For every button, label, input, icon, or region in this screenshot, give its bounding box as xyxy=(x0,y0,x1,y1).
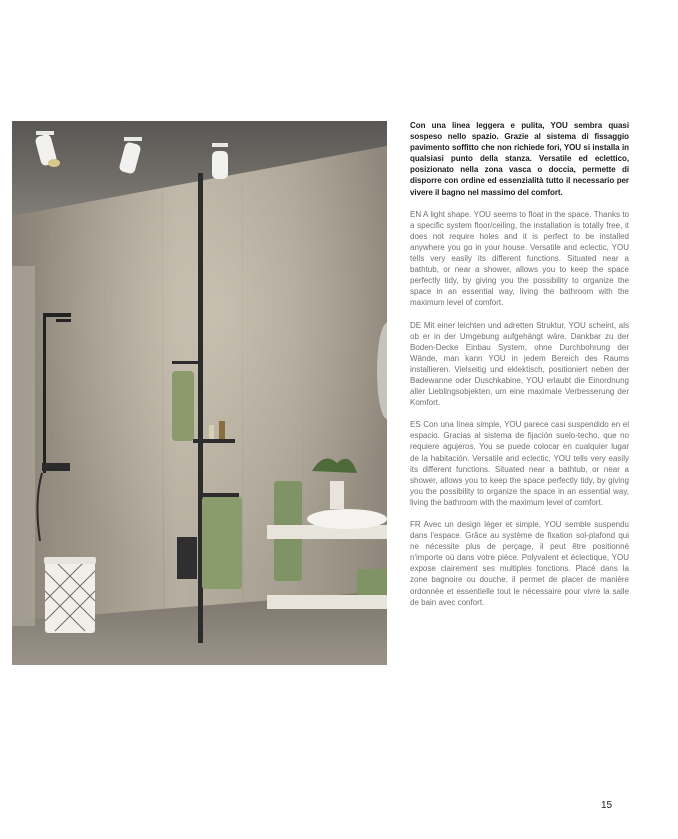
text-column xyxy=(410,120,629,619)
paragraph-italian: Con una linea leggera e pulita, YOU sembra quasi sospeso nello spazio. Grazie al sistema di fissaggio pavimento soffitto che non richiede fori, YOU si installa in qualsiasi punto della stanza. Versatile ed eclettico, posizionato nella zona vasca o doccia, permette di disporre con ordine ed essenzialità tutto il necessario per vivere il bagno nel massimo del comfort. xyxy=(410,121,629,197)
paragraph-german: DE Mit einer leichten und adretten Struktur, YOU scheint, als ob er in der Umgebung aufgehängt wäre. Dankbar zu der Boden-Decke Einbau System, ohne Durchbohrung der Wände, man kann YOU in jedem Bereich des Raums installieren. Vielseitig und eklektisch, positioniert neben der Badewanne oder Duschkabine, YOU erlaubt die Einordnung aller Lieblingsobjekten, um eine maximale Verbesserung der Komfort. xyxy=(410,320,629,408)
paragraph-french: FR Avec un design léger et simple, YOU semble suspendu dans l'espace. Grâce au système de fixation sol-plafond qui ne nécessite plus de perçage, il peut être positionné n'importe où dans votre pièce. Polyvalent et éclectique, YOU expose clairement ses multiples fonctions. Placé dans la zone bagnoire ou douche, il permet de placer de manière ordonnée et essentielle tout le nécessaire pour vivre la salle de bain avec confort. xyxy=(410,520,629,607)
paragraph-english: EN A light shape. YOU seems to float in the space. Thanks to a specific system floor/ceiling, the installation is totally free, it does not require holes and it is perfect to be installed anywhere you go in your house. Versatile and eclectic, YOU tells very easily its different functions. Situated near a bathtub, or near a shower, allows you to keep the space perfectly tidy, by giving you the possibility to organize the space in an essential way, living the bathroom with the maximum level of comfort. xyxy=(410,209,629,308)
page-number: 15 xyxy=(601,800,613,811)
laundry-basket xyxy=(44,557,96,633)
bathroom-photo xyxy=(12,121,387,665)
paragraph-spanish: ES Con una línea simple, YOU parece casi suspendido en el espacio. Gracias al sistema de fijación suelo-techo, que no requiere agujeros. You se puede colocar en cualquier lugar de la habitación. Versatile and eclectic, YOU tells very easily its different functions. Situated near a bathtub, or near a shower, allows you to keep the space perfectly tidy, by giving you the possibility to organize the space in an essential way, living the bathroom with the maximum level of comfort. xyxy=(410,420,629,507)
